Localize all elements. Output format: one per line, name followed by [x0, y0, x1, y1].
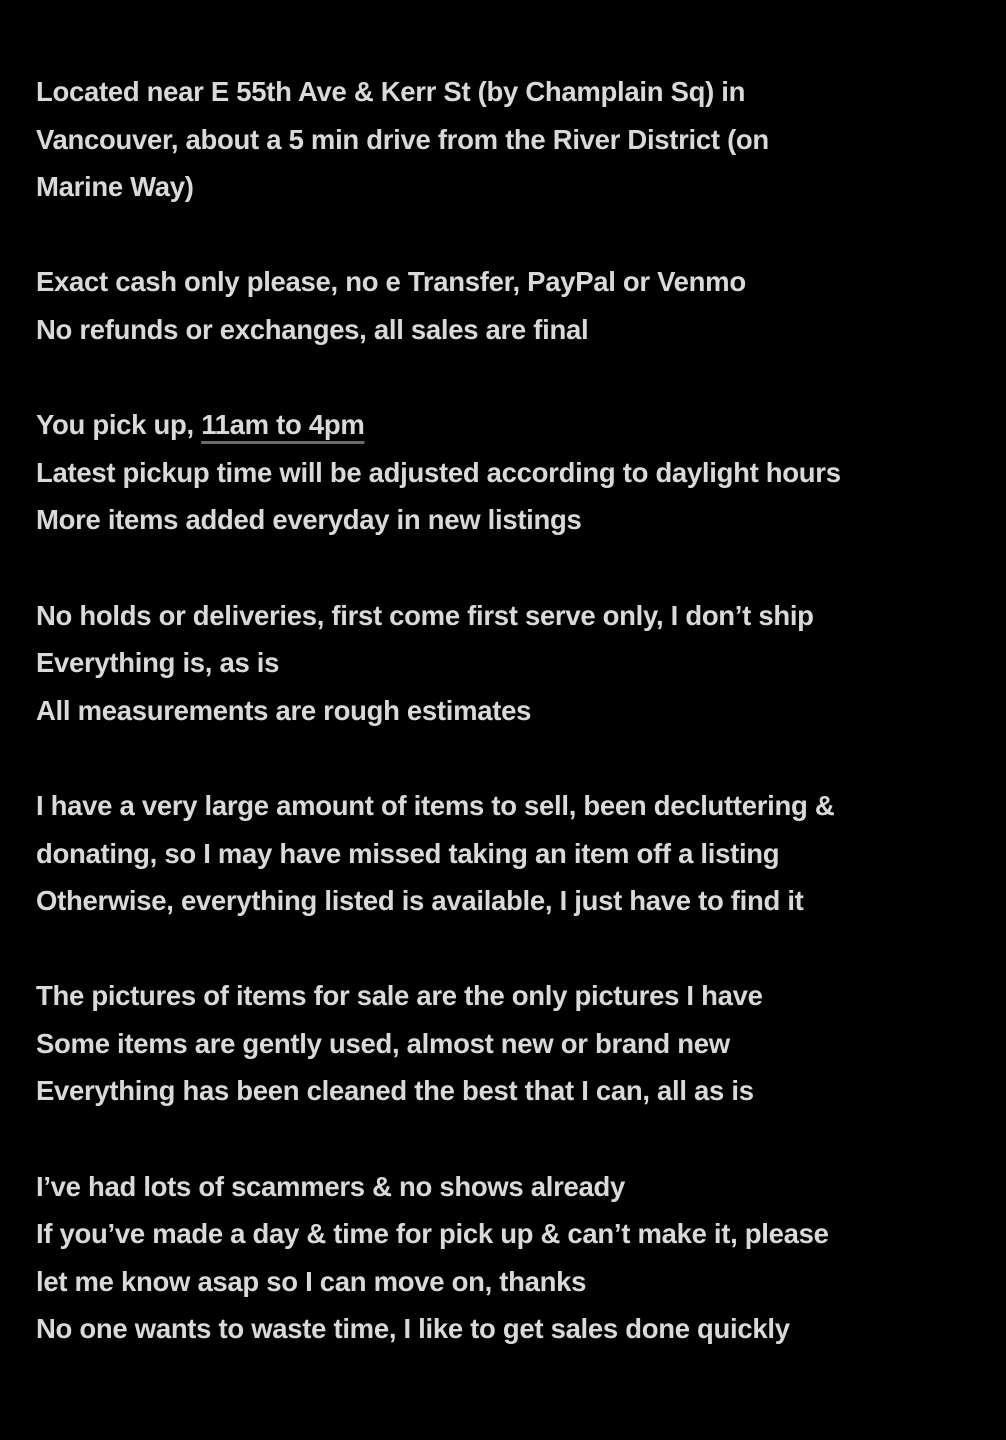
- paragraph-inventory: [36, 782, 978, 925]
- text-line: Exact cash only please, no e Transfer, PayPal or Venmo: [36, 266, 746, 298]
- paragraph-no-shows: [36, 1163, 978, 1353]
- text-line: The pictures of items for sale are the only pictures I have: [36, 980, 763, 1012]
- text-line: Everything has been cleaned the best that I can, all as is: [36, 1075, 754, 1107]
- paragraph-pickup: [36, 401, 978, 544]
- text-line: No one wants to waste time, I like to get sales done quickly: [36, 1313, 790, 1345]
- paragraph-policies: [36, 592, 978, 735]
- text-line: No refunds or exchanges, all sales are final: [36, 313, 589, 345]
- text-line: More items added everyday in new listings: [36, 504, 582, 536]
- pickup-hours-underlined-text: 11am to 4pm: [201, 409, 365, 441]
- text-line: If you’ve made a day & time for pick up & can’t make it, please: [36, 1218, 829, 1250]
- text-line: I have a very large amount of items to sell, been decluttering &: [36, 789, 835, 821]
- text-line: Latest pickup time will be adjusted according to daylight hours: [36, 456, 841, 488]
- text-line-pickup-hours: [36, 401, 978, 449]
- text-line: Otherwise, everything listed is available, I just have to find it: [36, 885, 804, 917]
- text-line: Located near E 55th Ave & Kerr St (by Champlain Sq) in: [36, 76, 746, 107]
- text-line: Everything is, as is: [36, 647, 280, 679]
- text-line: let me know asap so I can move on, thanks: [36, 1265, 587, 1297]
- pickup-prefix-text: You pick up,: [36, 409, 202, 441]
- text-line: donating, so I may have missed taking an item off a listing: [36, 837, 780, 869]
- text-line: Marine Way): [36, 171, 194, 203]
- paragraph-payment: [36, 258, 978, 353]
- paragraph-location: [36, 68, 978, 211]
- text-line: Some items are gently used, almost new or brand new: [36, 1027, 730, 1059]
- text-line: All measurements are rough estimates: [36, 694, 532, 726]
- text-line: Vancouver, about a 5 min drive from the River District (on: [36, 123, 769, 155]
- text-line: I’ve had lots of scammers & no shows already: [36, 1170, 625, 1202]
- paragraph-condition: [36, 972, 978, 1115]
- text-line: No holds or deliveries, first come first serve only, I don’t ship: [36, 599, 814, 631]
